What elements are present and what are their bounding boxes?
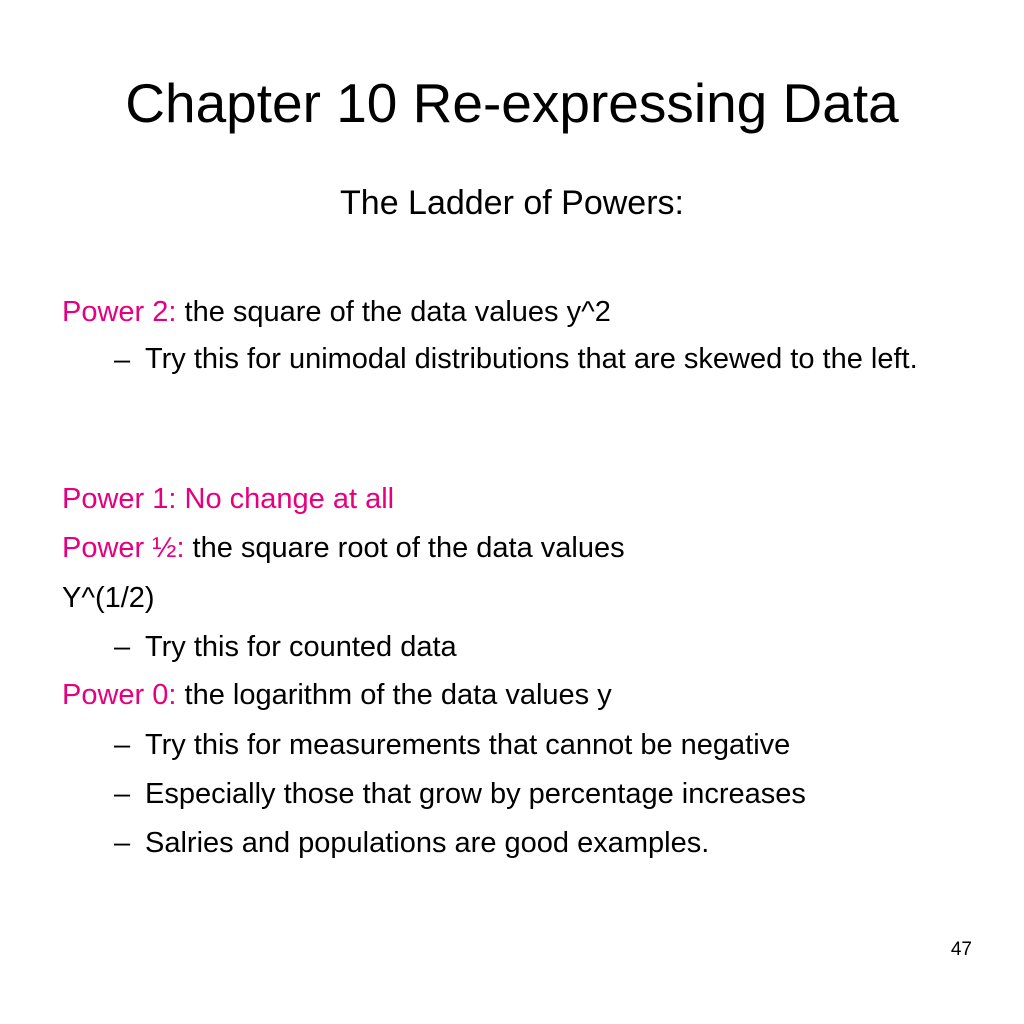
power-2-text: the square of the data values y^2 bbox=[176, 296, 611, 328]
bullet-dash: – bbox=[114, 827, 131, 859]
power-half-label: Power ½: bbox=[62, 532, 185, 564]
power-half-continuation: Y^(1/2) bbox=[62, 582, 155, 614]
power-0-text: the logarithm of the data values y bbox=[176, 679, 612, 711]
page-number: 47 bbox=[950, 939, 972, 960]
bullet-dash: – bbox=[114, 778, 131, 810]
power-2-label: Power 2: bbox=[62, 296, 177, 328]
power-2-line bbox=[62, 294, 611, 330]
power-0-line bbox=[62, 677, 612, 713]
power-0-subpoint: Especially those that grow by percentage increases bbox=[145, 778, 806, 810]
power-0-subpoint: Try this for measurements that cannot be negative bbox=[145, 729, 791, 761]
slide-title: Chapter 10 Re-expressing Data bbox=[125, 72, 899, 134]
bullet-dash: – bbox=[114, 344, 131, 376]
power-0-label: Power 0: bbox=[62, 679, 177, 711]
bullet-dash: – bbox=[114, 729, 131, 761]
bullet-dash: – bbox=[114, 631, 131, 663]
power-2-subpoint: Try this for unimodal distributions that are skewed to the left. bbox=[145, 343, 918, 375]
power-0-subpoint: Salries and populations are good examples. bbox=[145, 827, 710, 859]
power-half-subpoint: Try this for counted data bbox=[145, 631, 457, 663]
power-1-line: Power 1: No change at all bbox=[62, 483, 395, 515]
slide-subtitle: The Ladder of Powers: bbox=[340, 184, 684, 222]
power-half-line bbox=[62, 530, 625, 566]
power-half-text: the square root of the data values bbox=[184, 532, 625, 564]
